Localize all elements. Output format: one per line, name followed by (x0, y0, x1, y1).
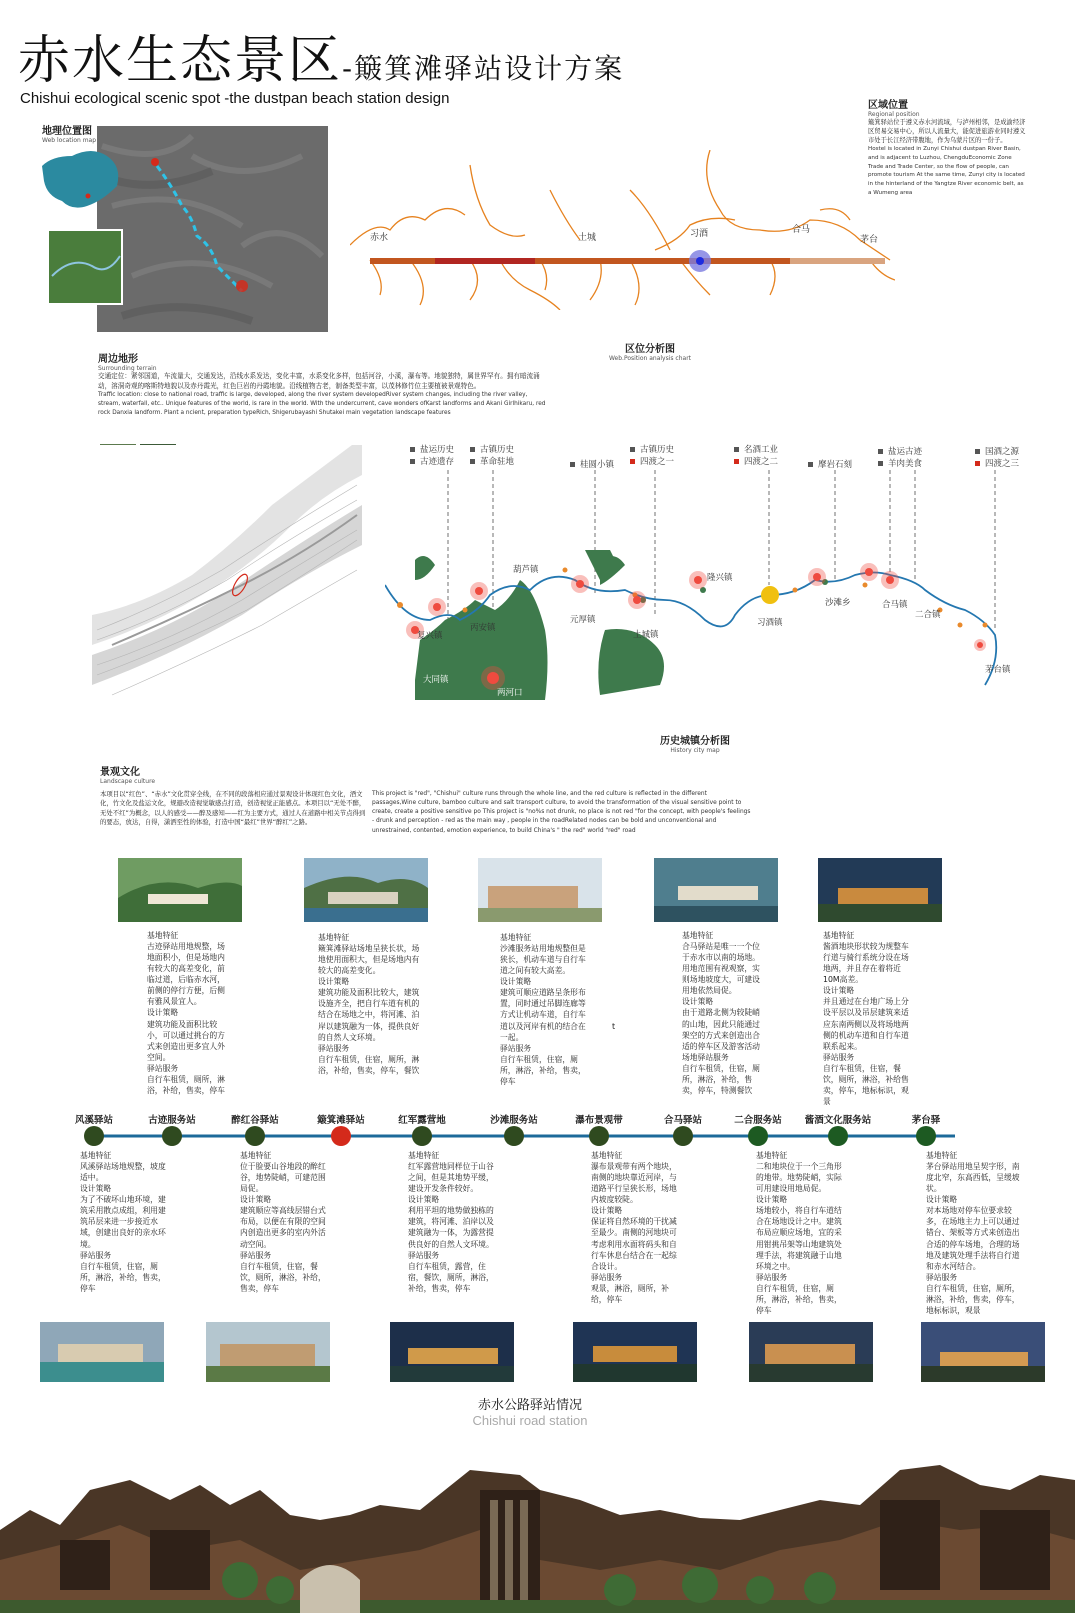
station-dot-5 (504, 1126, 524, 1146)
station-dot-8 (748, 1126, 768, 1146)
history-tag-group-1 (470, 443, 514, 467)
station-name-9: 酱酒文化服务站 (804, 1115, 872, 1126)
lower-photos (40, 1322, 1045, 1384)
station-name-4: 红军露营地 (398, 1115, 446, 1126)
terrain-map (92, 445, 362, 705)
station-dot-7 (673, 1126, 693, 1146)
station-dot-4 (412, 1126, 432, 1146)
station-dot-6 (589, 1126, 609, 1146)
history-heading-cn: 历史城镇分析图 (660, 736, 730, 747)
station-name-0: 风溪驿站 (74, 1115, 113, 1126)
page-title (18, 18, 624, 93)
history-tag-group-5 (808, 458, 852, 470)
landscape-text-cn: 本项目以“红色”、“赤水”文化贯穿全线，在不同的段落相应通过景观设计体现红色文化，酒文化，竹文化及盐运文化，规避改造视觉敏感点打造，创造视觉正能感点。本项目以“无处不醉，无处不红”为概念，以人的感受——醉及感知——红为主要方式，通过人在道路中相关节点得到的要态，放达，自得，潇洒至性的体验，打造中国“最红”世界“醉红”之路。 (100, 790, 366, 826)
route-label-2: 习酒 (690, 229, 709, 239)
station-name-6: 瀑布景观带 (575, 1115, 623, 1126)
upper-desc-3: 基地特征 合马驿站是唯一一个位于赤水市以南的场地。用地范围有视观察，实则场地坡度大，可建设用地依然局促。 设计策略 由于道路北侧为较陡峭的山地，因此只能通过架空的方式来创造出合适的停车区及游客活动场地驿站服务 自行车租赁，住宿，厕所，淋浴，补给，售卖，停车，特测餐饮 (682, 931, 760, 1095)
lower-desc-3: 基地特征 瀑布景观带有两个地块，南侧的地块靠近河岸，与道路平行呈狭长形，场地内坡度较陡。 设计策略 保证将自然环境的干扰减至最少。南侧的河地块可考虑利用水面将码头和自行车休息台结合在一起综合设计。 驿站服务 观景，淋浴，厕所，补给，停车 (591, 1151, 677, 1304)
upper-desc-0: 基地特征 古迹驿站用地规整，场地面积小，但是场地内有较大的高差变化，前临过道，后临赤水河，前侧的停行方便，后侧有雅风景宜人。 设计策略 建筑功能及面积比较小，可以通过挑台的方式来创造出更多宜人外空间。 驿站服务 自行车租赁，厕所，淋浴，补给，售卖，停车 (147, 931, 225, 1095)
route-label-3: 合马 (792, 225, 811, 235)
geo-heading-en: Web location map (42, 137, 97, 144)
station-name-1: 古迹服务站 (148, 1115, 196, 1126)
town-label-2: 葫芦镇 (513, 565, 539, 575)
landscape-heading-cn: 景观文化 (100, 767, 140, 778)
town-label-11: 大同镇 (423, 675, 449, 685)
landscape-heading-en: Landscape culture (100, 778, 156, 785)
town-label-5: 隆兴镇 (707, 573, 733, 583)
landscape-heading (100, 763, 155, 785)
terrain-heading-cn: 周边地形 (98, 354, 138, 365)
route-label-0: 赤水 (370, 233, 389, 243)
bottom-heading (400, 1394, 660, 1428)
town-label-9: 二合镇 (915, 610, 941, 620)
position-heading (600, 340, 700, 362)
route-diagram (350, 150, 895, 310)
history-tag-0a: 盐运历史 (420, 445, 455, 455)
station-dot-0 (84, 1126, 104, 1146)
lower-desc-1: 基地特征 位于脸要山谷地段的醉红谷，地势陡峭，可建范围局促。 设计策略 建筑顺应等高线层错台式布局，以便在有限的空间内创造出更多的室内外活动空间。 驿站服务 自行车租赁，住宿，餐饮，厕所，淋浴，补给，售卖，停车 (240, 1151, 326, 1293)
station-dot-2 (245, 1126, 265, 1146)
geo-heading-cn: 地理位置图 (42, 126, 92, 137)
town-label-12: 两河口 (497, 688, 523, 698)
history-tag-5b: 摩岩石刻 (818, 460, 853, 470)
town-label-1: 丙安镇 (470, 623, 496, 633)
history-tag-1a: 古镇历史 (480, 445, 515, 455)
history-tag-7b: 四渡之三 (985, 459, 1020, 469)
title-sub: -簸箕滩驿站设计方案 (342, 52, 625, 85)
title-main: 赤水生态景区 (18, 31, 343, 91)
station-name-7: 合马驿站 (663, 1115, 702, 1126)
history-tag-group-6 (878, 445, 922, 469)
history-tag-6a: 盐运古迹 (888, 447, 923, 457)
region-heading-en: Regional position (868, 111, 920, 118)
terrain-heading-en: Surrounding terrain (98, 365, 157, 372)
history-heading (640, 732, 750, 754)
station-name-5: 沙滩服务站 (490, 1115, 538, 1126)
bottom-heading-cn: 赤水公路驿站情况 (477, 1398, 582, 1413)
lower-desc-4: 基地特征 二和地块位于一个三角形的地带。地势陡峭，实际可用建设用地局促。 设计策略 场地较小，将自行车道结合在场地设计之中。建筑布局应顺应场地，宜的采用钳挑吊架等山地建筑处理手法，将建筑融于山地环境之中。 驿站服务 自行车租赁，住宿，厕所，淋浴，补给，售卖，停车 (756, 1151, 842, 1315)
position-heading-en: Web.Position analysis chart (608, 355, 692, 362)
landscape-text-en: This project is "red", "Chishui" culture runs through the whole line, and the red culture is reflected in the different passages,Wine culture, bamboo culture and salt transport culture, to avoid the transformation of the visual sensitive point to create, create a positive sensitive po This project is "no%s not drunk, no place is not red "for the concept, with people's feelings - drunk and perception - red as the main way , people in the roadRelated nodes can be bold and unconventional and unrestrained, contented, emotion experience, to build China's " the red" world "red" road (372, 791, 751, 834)
history-tag-4a: 名酒工业 (744, 445, 779, 455)
history-tag-group-3 (630, 443, 674, 467)
lower-desc-2: 基地特征 红军露营地同样位于山谷之间，但是其地势平缓，建设开发条件较好。 设计策略 利用平坦的地势做独栋的建筑，将河滩、泊岸以及建筑融为一体，为露营提供良好的自然人文环境。 驿站服务 自行车租赁，露营，住宿，餐饮，厕所，淋浴，补给，售卖，停车 (408, 1151, 494, 1293)
station-dot-10 (916, 1126, 936, 1146)
history-tag-6b: 羊肉美食 (888, 459, 923, 469)
history-tag-3a: 古镇历史 (640, 445, 675, 455)
lower-desc-0: 基地特征 风溪驿站场地规整，坡度适中。 设计策略 为了不破坏山地环境，建筑采用散点成组，利用建筑吊层来进一步接近水域，创建出良好的亲水环境。 驿站服务 自行车租赁，住宿，厕所，淋浴，补给，售卖，停车 (80, 1151, 166, 1293)
town-label-0: 复兴镇 (417, 631, 443, 641)
station-name-2: 醉红谷驿站 (231, 1115, 279, 1126)
terrain-section (98, 350, 548, 418)
stray-character: t (612, 1022, 616, 1031)
history-tag-4b: 四渡之二 (744, 457, 779, 467)
town-label-4: 土城镇 (633, 630, 659, 640)
town-label-3: 元厚镇 (570, 615, 596, 625)
terrain-text-en: Traffic location: close to national road, traffic is large, developed, along the river system developedRiver system changes, including the river valley, stream, waterfall, etc.. Unique features of the world, is rare in the world. With the undercurrent, cave wonders ofKarst landforms and Akani Girlhikaru, red rock Danxia landform. Plant a ncient, preparation typeRich, Shigerubayashi Shutakei main vegetation landscape features (98, 392, 546, 417)
history-map (385, 470, 1035, 715)
station-dot-1 (162, 1126, 182, 1146)
upper-desc-1: 基地特征 簸箕滩驿站场地呈狭长状，场地使用面积大，但是场地内有较大的高差变化。 设计策略 建筑功能及面积比较大，建筑设施齐全，把自行车道有机的结合在场地之中，将河滩、泊岸以建筑融为一体，提供良好的自然人文环境。 驿站服务 自行车租赁，住宿，厕所，淋浴，补给，售卖，停车，餐饮 (318, 933, 420, 1075)
station-dot-9 (828, 1126, 848, 1146)
station-dot-3 (331, 1126, 351, 1146)
history-tag-group-4 (734, 443, 778, 467)
route-label-1: 土城 (578, 233, 597, 243)
title-english: Chishui ecological scenic spot -the dustpan beach station design (20, 90, 450, 107)
town-label-10: 茅台镇 (985, 665, 1011, 675)
region-heading-cn: 区域位置 (868, 100, 908, 111)
route-label-4: 茅台 (860, 235, 879, 245)
history-heading-en: History city map (670, 747, 720, 754)
station-name-3: 簸箕滩驿站 (317, 1115, 365, 1126)
position-heading-cn: 区位分析图 (625, 344, 675, 355)
terrain-text-cn: 交通定位：紧邻国道，车流量大，交通发达，沿线水系发达，变化丰富，水系变化多样，包括河谷，小溪，瀑布等。地貌独特，属世界罕有。拥有暗流涌动，溶洞奇观的喀斯特地貌以及赤丹霞光，红色巨岩的丹霞地貌。沿线植物古老，制备类型丰富，以茂林修竹位主要植被景观特色。 (98, 372, 540, 390)
region-text-en: Hostel is located in Zunyi Chishui dustpan River Basin, and is adjacent to Luzhou, ChengduEconomic Zone Trade and Trade Center, so the flow of people, can promote tourism At the same time, Zunyi city is located in the hinterland of the Yangtze River economic belt, as a Wumeng area (868, 146, 1025, 196)
history-tag-1b: 革命驻地 (480, 457, 515, 467)
upper-desc-2: 基地特征 沙滩服务站用地规整但是狭长，机动车道与自行车道之间有较大高差。 设计策略 建筑可顺应道路呈条形布置，同时通过吊脚连廊等方式让机动车道，自行车道以及河岸有机的结合在一起。 驿站服务 自行车租赁，住宿，厕所，淋浴，补给，售卖，停车 (500, 933, 586, 1086)
station-name-10: 茅台驿 (911, 1115, 941, 1126)
history-tag-group-2 (570, 458, 614, 470)
history-tag-group-0 (410, 443, 454, 467)
town-label-7: 沙滩乡 (825, 598, 851, 608)
history-tag-2b: 桂圆小镇 (580, 460, 615, 470)
village-panorama (0, 1430, 1075, 1613)
station-name-8: 二合服务站 (734, 1115, 782, 1126)
upper-desc-4: 基地特征 酱酒地块形状较为规整车行道与骑行系统分设在场地两，并且存在着将近10M高差。 设计策略 并且通过在台地广场上分设平层以及吊层建筑来适应东南两侧以及将场地两侧的机动车道和自行车道联系起来。 驿站服务 自行车租赁，住宿，餐饮，厕所，淋浴，补给售卖，停车，地标标识，观景 (823, 931, 909, 1106)
history-tag-0b: 古迹遗存 (420, 457, 455, 467)
bottom-heading-en: Chishui road station (472, 1413, 588, 1428)
region-text-cn: 簸箕驿站位于遵义赤水河流域，与泸州相邻，是成渝经济区贸易交易中心，所以人流量大，能促进旅游业同时遵义市处于长江经济带腹地，作为乌蒙片区的一份子。 (868, 119, 1026, 145)
upper-photos (118, 858, 943, 922)
history-tag-group-7 (975, 445, 1019, 469)
town-label-8: 合马镇 (882, 600, 908, 610)
satellite-map (42, 126, 328, 332)
history-tag-3b: 四渡之一 (640, 457, 675, 467)
town-label-6: 习酒镇 (757, 618, 783, 628)
lower-desc-5: 基地特征 茅台驿站用地呈契字形，南度北窄，东高西低，呈缓坡状。 设计策略 对本场地对停车位要求较多，在场地主力上可以通过错台、架板等方式来创造出合适的停车场地，合理的场地及建筑处理手法将自行道和赤水河结合。 驿站服务 自行车租赁，住宿，厕所，淋浴，补给，售卖，停车，地标标识，观景 (926, 1151, 1020, 1315)
history-tag-7a: 国酒之源 (985, 447, 1020, 457)
